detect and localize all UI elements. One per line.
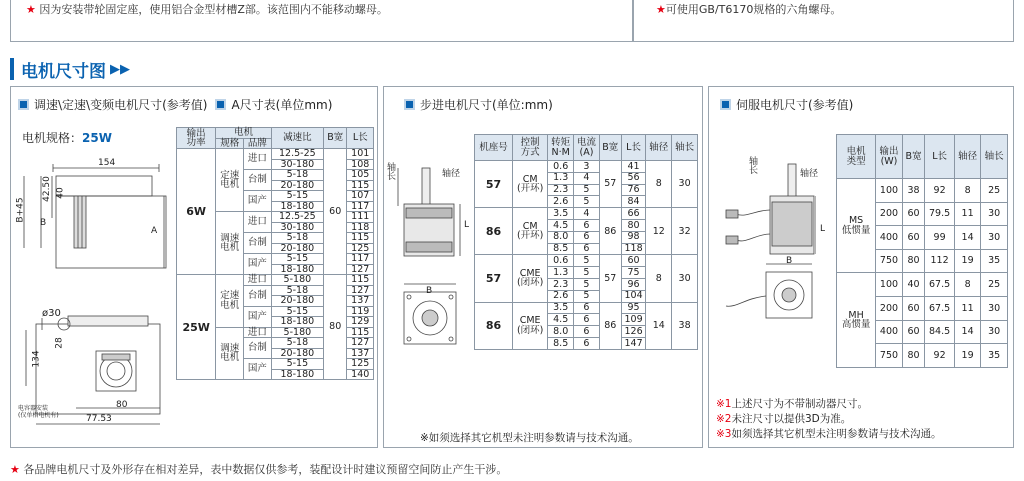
value-cell: 200	[876, 202, 903, 226]
l-cell: 127	[347, 338, 374, 349]
base-cell: 57	[475, 255, 513, 302]
motor-spec	[22, 129, 112, 146]
torque-cell: 2.3	[548, 278, 574, 290]
table-header-row	[837, 135, 1008, 179]
double-arrow-icon: ▶▶	[110, 61, 130, 77]
l-cell: 117	[347, 254, 374, 265]
section-title: 电机尺寸图	[21, 61, 106, 82]
torque-cell: 8.5	[548, 243, 574, 255]
servo-shaft-dia: 轴径	[800, 169, 819, 179]
b-cell: 80	[323, 275, 347, 380]
l-cell: 147	[621, 337, 646, 349]
value-cell: 100	[876, 273, 903, 297]
l-cell: 104	[621, 290, 646, 302]
value-cell: 80	[902, 344, 925, 368]
dim-b45: B+45	[15, 197, 26, 223]
torque-cell: 2.6	[548, 290, 574, 302]
torque-cell: 1.3	[548, 172, 574, 184]
header-cell: 电机 类型	[837, 135, 876, 179]
ratio-cell: 5-15	[271, 191, 323, 202]
value-cell: 19	[954, 249, 981, 273]
value-cell: 60	[902, 226, 925, 250]
ratio-cell: 18-180	[271, 264, 323, 275]
dia-cell: 14	[646, 302, 672, 349]
dim-42: 42.50	[41, 176, 52, 202]
ratio-cell: 30-180	[271, 222, 323, 233]
star-icon: ★	[10, 463, 24, 476]
torque-cell: 0.6	[548, 255, 574, 267]
stepper-l: L	[464, 220, 470, 230]
type-cell: MH 高惯量	[837, 273, 876, 367]
l-cell: 118	[621, 243, 646, 255]
dim-134: 134	[31, 350, 42, 368]
l-cell: 115	[347, 327, 374, 338]
ctrl-cell: CME (闭环)	[513, 255, 548, 302]
l-cell: 60	[621, 255, 646, 267]
base-cell: 86	[475, 208, 513, 255]
header-cell: 电流 (A)	[574, 135, 600, 161]
value-cell: 60	[902, 296, 925, 320]
header-cell: 轴长	[981, 135, 1008, 179]
value-cell: 67.5	[925, 273, 954, 297]
header-cell: 输出 (W)	[876, 135, 903, 179]
note-mark: ※1	[716, 398, 732, 410]
table-row	[475, 161, 698, 173]
dia-cell: 8	[646, 255, 672, 302]
value-cell: 40	[902, 273, 925, 297]
l-cell: 41	[621, 161, 646, 173]
b-cell: 86	[599, 302, 621, 349]
power-cell: 25W	[177, 275, 216, 380]
stepper-shaft-length: 轴长	[385, 162, 395, 180]
torque-cell: 0.6	[548, 161, 574, 173]
value-cell: 80	[902, 249, 925, 273]
dim-40: 40	[55, 187, 66, 199]
servo-b: B	[786, 256, 793, 266]
current-cell: 5	[574, 255, 600, 267]
servo-l: L	[820, 224, 826, 234]
value-cell: 38	[902, 179, 925, 203]
stepper-note: ※如须选择其它机型未注明参数请与技术沟通。	[420, 432, 639, 444]
len-cell: 38	[672, 302, 698, 349]
l-cell: 137	[347, 348, 374, 359]
ratio-cell: 12.5-25	[271, 212, 323, 223]
brand-cell: 国产	[244, 359, 272, 380]
table-header-row	[475, 135, 698, 161]
header-cell: B宽	[902, 135, 925, 179]
servo-shaft-length: 轴长	[747, 156, 757, 174]
ratio-cell: 18-180	[271, 369, 323, 380]
l-cell: 125	[347, 243, 374, 254]
ratio-cell: 5-15	[271, 359, 323, 370]
brand-cell: 进口	[244, 212, 272, 233]
square-bullet-icon	[404, 99, 415, 110]
table-row	[475, 302, 698, 314]
value-cell: 60	[902, 202, 925, 226]
torque-cell: 8.0	[548, 326, 574, 338]
dia-cell: 12	[646, 208, 672, 255]
torque-cell: 4.5	[548, 219, 574, 231]
value-cell: 79.5	[925, 202, 954, 226]
l-cell: 76	[621, 184, 646, 196]
ratio-cell: 20-180	[271, 296, 323, 307]
current-cell: 5	[574, 290, 600, 302]
value-cell: 112	[925, 249, 954, 273]
l-cell: 98	[621, 231, 646, 243]
star-icon: ★	[26, 3, 40, 16]
l-cell: 107	[347, 191, 374, 202]
footer-text: 各品牌电机尺寸及外形存在相对差异，表中数据仅供参考，装配设计时建议预留空间防止产生干涉。	[23, 463, 508, 476]
header-power: 输出 功率	[177, 128, 216, 149]
header-b: B宽	[323, 128, 347, 149]
l-cell: 101	[347, 149, 374, 160]
current-cell: 4	[574, 172, 600, 184]
current-cell: 3	[574, 161, 600, 173]
table-row	[177, 275, 374, 286]
len-cell: 30	[672, 255, 698, 302]
l-cell: 129	[347, 317, 374, 328]
value-cell: 750	[876, 344, 903, 368]
l-cell: 119	[347, 306, 374, 317]
brand-cell: 进口	[244, 275, 272, 286]
motor-spec-label: 电机规格：	[22, 131, 83, 145]
value-cell: 14	[954, 320, 981, 344]
ratio-cell: 5-18	[271, 233, 323, 244]
ctrl-cell: CM (开环)	[513, 161, 548, 208]
l-cell: 137	[347, 296, 374, 307]
l-cell: 115	[347, 180, 374, 191]
l-cell: 108	[347, 159, 374, 170]
capacitor-note: 电容器安装 (仅单相电机有)	[18, 405, 59, 419]
current-cell: 5	[574, 196, 600, 208]
section-bar	[10, 58, 14, 80]
value-cell: 400	[876, 320, 903, 344]
value-cell: 30	[981, 296, 1008, 320]
ratio-cell: 12.5-25	[271, 149, 323, 160]
note-text: 上述尺寸为不带制动器尺寸。	[731, 398, 868, 410]
value-cell: 8	[954, 273, 981, 297]
value-cell: 8	[954, 179, 981, 203]
value-cell: 99	[925, 226, 954, 250]
ratio-cell: 20-180	[271, 348, 323, 359]
current-cell: 6	[574, 231, 600, 243]
l-cell: 118	[347, 222, 374, 233]
header-motor: 电机	[216, 128, 271, 139]
top-note-right-text: 可使用GB/T6170规格的六角螺母。	[665, 3, 842, 16]
table-row	[837, 179, 1008, 203]
dia-cell: 8	[646, 161, 672, 208]
current-cell: 6	[574, 243, 600, 255]
l-cell: 80	[621, 219, 646, 231]
torque-cell: 8.5	[548, 337, 574, 349]
b-cell: 57	[599, 161, 621, 208]
current-cell: 6	[574, 302, 600, 314]
ac-motor-table	[176, 127, 374, 380]
torque-cell: 4.5	[548, 314, 574, 326]
ratio-cell: 18-180	[271, 317, 323, 328]
torque-cell: 2.3	[548, 184, 574, 196]
value-cell: 67.5	[925, 296, 954, 320]
l-cell: 115	[347, 233, 374, 244]
ratio-cell: 5-15	[271, 306, 323, 317]
table-header-row	[177, 128, 374, 139]
l-cell: 111	[347, 212, 374, 223]
value-cell: 30	[981, 202, 1008, 226]
brand-cell: 台制	[244, 233, 272, 254]
ratio-cell: 18-180	[271, 201, 323, 212]
header-cell: B宽	[599, 135, 621, 161]
type-cell: 定速 电机	[216, 149, 244, 212]
dim-d30: ø30	[42, 308, 61, 319]
table-row	[837, 273, 1008, 297]
b-cell: 86	[599, 208, 621, 255]
stepper-table	[474, 134, 698, 350]
value-cell: 750	[876, 249, 903, 273]
ratio-cell: 5-180	[271, 275, 323, 286]
value-cell: 92	[925, 179, 954, 203]
value-cell: 25	[981, 179, 1008, 203]
torque-cell: 2.6	[548, 196, 574, 208]
footer-note	[10, 461, 507, 477]
ctrl-cell: CME (闭环)	[513, 302, 548, 349]
current-cell: 6	[574, 314, 600, 326]
note-mark: ※3	[716, 428, 732, 440]
ratio-cell: 20-180	[271, 180, 323, 191]
note-text: 如须选择其它机型未注明参数请与技术沟通。	[731, 428, 942, 440]
type-cell: 定速 电机	[216, 275, 244, 328]
header-cell: 控制 方式	[513, 135, 548, 161]
value-cell: 92	[925, 344, 954, 368]
panel2-heading-text: 步进电机尺寸(单位:mm)	[420, 98, 553, 112]
panel3-heading-text: 伺服电机尺寸(参考值)	[736, 98, 854, 112]
current-cell: 6	[574, 326, 600, 338]
value-cell: 11	[954, 202, 981, 226]
brand-cell: 台制	[244, 170, 272, 191]
table-row	[475, 208, 698, 220]
table-row	[475, 255, 698, 267]
servo-table	[836, 134, 1008, 368]
panel1-heading-text: 调速\定速\变频电机尺寸(参考值)	[34, 98, 208, 112]
len-cell: 32	[672, 208, 698, 255]
dim-7753: 77.53	[86, 414, 112, 424]
top-note-left-text: 因为安装带轮固定座，使用铝合金型材槽Z部。该范围内不能移动螺母。	[39, 3, 388, 16]
value-cell: 100	[876, 179, 903, 203]
servo-note	[716, 426, 941, 441]
l-cell: 126	[621, 326, 646, 338]
type-cell: 调速 电机	[216, 212, 244, 275]
ratio-cell: 5-18	[271, 285, 323, 296]
l-cell: 127	[347, 264, 374, 275]
current-cell: 5	[574, 184, 600, 196]
l-cell: 109	[621, 314, 646, 326]
torque-cell: 1.3	[548, 267, 574, 279]
current-cell: 6	[574, 219, 600, 231]
dim-b: B	[40, 218, 47, 228]
value-cell: 30	[981, 226, 1008, 250]
len-cell: 30	[672, 161, 698, 208]
ratio-cell: 5-180	[271, 327, 323, 338]
stepper-motor-drawing	[388, 150, 468, 370]
value-cell: 14	[954, 226, 981, 250]
value-cell: 400	[876, 226, 903, 250]
brand-cell: 进口	[244, 327, 272, 338]
ratio-cell: 20-180	[271, 243, 323, 254]
square-bullet-icon	[215, 99, 226, 110]
l-cell: 66	[621, 208, 646, 220]
value-cell: 19	[954, 344, 981, 368]
l-cell: 96	[621, 278, 646, 290]
header-cell: 轴径	[646, 135, 672, 161]
header-ratio: 减速比	[271, 128, 323, 149]
l-cell: 56	[621, 172, 646, 184]
l-cell: 125	[347, 359, 374, 370]
value-cell: 25	[981, 273, 1008, 297]
top-note-left	[26, 1, 388, 17]
section-header	[10, 56, 130, 82]
star-icon: ★	[656, 3, 666, 16]
l-cell: 140	[347, 369, 374, 380]
l-cell: 105	[347, 170, 374, 181]
servo-note	[716, 396, 868, 411]
l-cell: 127	[347, 285, 374, 296]
brand-cell: 进口	[244, 149, 272, 170]
value-cell: 35	[981, 249, 1008, 273]
ratio-cell: 5-18	[271, 338, 323, 349]
ratio-cell: 5-18	[271, 170, 323, 181]
l-cell: 75	[621, 267, 646, 279]
motor-spec-value: 25W	[82, 130, 112, 145]
header-brand: 品牌	[244, 138, 272, 149]
value-cell: 35	[981, 344, 1008, 368]
brand-cell: 台制	[244, 338, 272, 359]
header-spec: 规格	[216, 138, 244, 149]
current-cell: 4	[574, 208, 600, 220]
current-cell: 5	[574, 278, 600, 290]
torque-cell: 8.0	[548, 231, 574, 243]
square-bullet-icon	[720, 99, 731, 110]
dim-80: 80	[116, 400, 128, 410]
header-cell: 转矩 N·M	[548, 135, 574, 161]
header-cell: 机座号	[475, 135, 513, 161]
l-cell: 117	[347, 201, 374, 212]
current-cell: 6	[574, 337, 600, 349]
note-text: 未注尺寸以提供3D为准。	[731, 413, 852, 425]
ac-motor-drawing	[16, 146, 176, 436]
l-cell: 115	[347, 275, 374, 286]
torque-cell: 3.5	[548, 208, 574, 220]
panel1-heading	[18, 96, 332, 113]
b-cell: 60	[323, 149, 347, 275]
header-cell: 轴长	[672, 135, 698, 161]
brand-cell: 国产	[244, 254, 272, 275]
stepper-b: B	[426, 286, 433, 296]
brand-cell: 国产	[244, 306, 272, 327]
panel1-heading2-text: A尺寸表(单位mm)	[231, 98, 333, 112]
base-cell: 86	[475, 302, 513, 349]
l-cell: 95	[621, 302, 646, 314]
servo-note	[716, 411, 851, 426]
header-cell: 轴径	[954, 135, 981, 179]
dim-28: 28	[54, 337, 65, 349]
header-cell: L长	[621, 135, 646, 161]
top-note-right	[656, 1, 841, 17]
dim-a: A	[151, 226, 158, 236]
ratio-cell: 30-180	[271, 159, 323, 170]
brand-cell: 台制	[244, 285, 272, 306]
brand-cell: 国产	[244, 191, 272, 212]
panel2-heading	[404, 96, 553, 113]
current-cell: 5	[574, 267, 600, 279]
stepper-shaft-dia: 轴径	[442, 169, 461, 179]
square-bullet-icon	[18, 99, 29, 110]
value-cell: 30	[981, 320, 1008, 344]
b-cell: 57	[599, 255, 621, 302]
header-cell: L长	[925, 135, 954, 179]
type-cell: MS 低惯量	[837, 179, 876, 273]
torque-cell: 3.5	[548, 302, 574, 314]
value-cell: 11	[954, 296, 981, 320]
value-cell: 200	[876, 296, 903, 320]
l-cell: 84	[621, 196, 646, 208]
note-mark: ※2	[716, 413, 732, 425]
base-cell: 57	[475, 161, 513, 208]
ctrl-cell: CM (开环)	[513, 208, 548, 255]
value-cell: 60	[902, 320, 925, 344]
value-cell: 84.5	[925, 320, 954, 344]
power-cell: 6W	[177, 149, 216, 275]
table-row	[177, 149, 374, 160]
dim-154: 154	[98, 158, 116, 168]
ratio-cell: 5-15	[271, 254, 323, 265]
header-l: L长	[347, 128, 374, 149]
type-cell: 调速 电机	[216, 327, 244, 380]
panel3-heading	[720, 96, 853, 113]
